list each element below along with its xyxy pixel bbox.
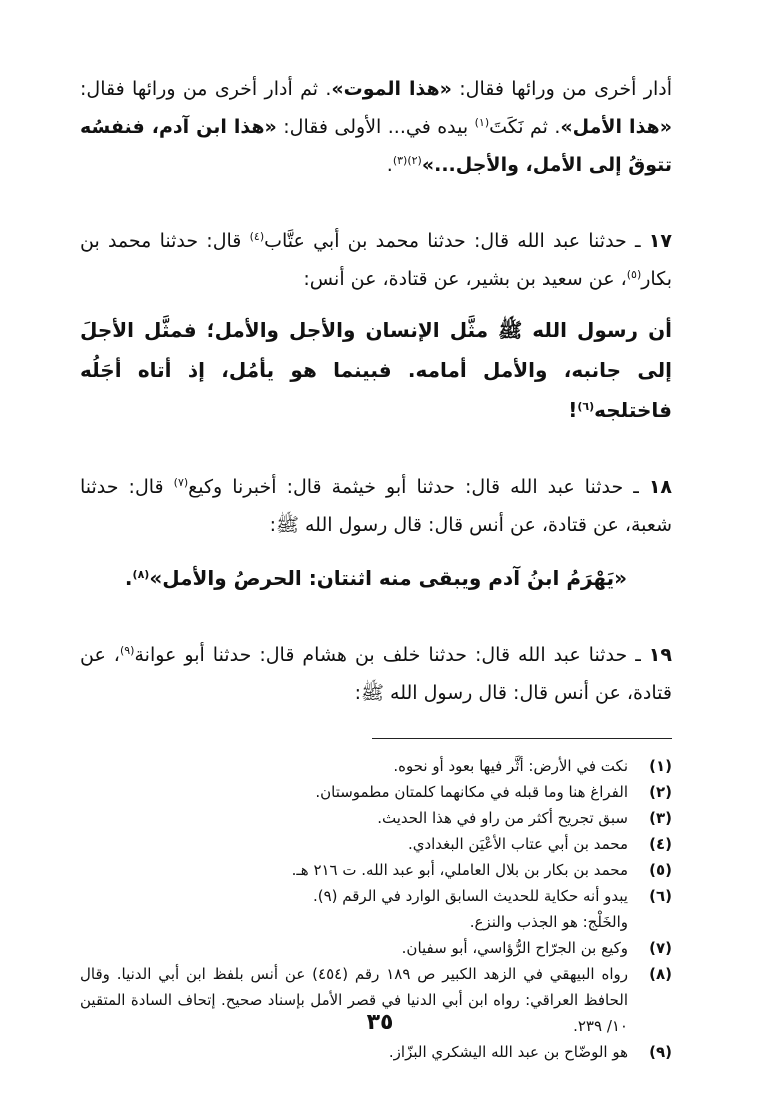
hadith-19-isnad: ١٩ ـ حدثنا عبد الله قال: حدثنا خلف بن هشام قال: حدثنا أبو عوانة$^{(٩)}$، عن قتادة، عن أنس قال: قال رسول الله ﷺ: bbox=[80, 644, 672, 704]
footnote-ref: (٩) bbox=[119, 644, 135, 657]
footnote-ref: (٨) bbox=[132, 568, 150, 581]
footnote-item: (٤) محمد بن أبي عتاب الأعْيَن البغدادي. bbox=[407, 835, 672, 853]
footnote-ref: (١) bbox=[474, 116, 490, 129]
paragraph-continuation: أدار أخرى من ورائها فقال: «هذا الموت». ثم أدار أخرى من ورائها فقال: «هذا الأمل». ثم نَكَتَ$^{(١)}$ بيده في... الأولى فقال: «هذا ابن آدم، فنفسُه تتوقُ إلى الأمل، والأجل...»$^{(٢)(٣)}$. bbox=[80, 78, 672, 176]
footnote-ref: (٥) bbox=[626, 268, 642, 281]
footnote-continuation: والخَلْج: هو الجذب والنزع. bbox=[469, 913, 628, 931]
footnote-item: (٧) وكيع بن الجرّاح الرُّؤاسي، أبو سفيان. bbox=[401, 939, 672, 957]
footnote-ref: (٢) bbox=[407, 154, 422, 167]
footnote-item: (٥) محمد بن بكار بن بلال العاملي، أبو عبد الله. ت ٢١٦ هـ. bbox=[291, 861, 672, 879]
footnote-ref: (٣) bbox=[392, 154, 408, 167]
hadith-number: ١٧ bbox=[648, 230, 672, 252]
footnote-separator bbox=[372, 738, 672, 739]
footnote-item: (٢) الفراغ هنا وما قبله في مكانهما كلمتان مطموستان. bbox=[315, 783, 672, 801]
footnote-item: (٩) هو الوضّاح بن عبد الله اليشكري البزّاز. bbox=[388, 1043, 672, 1061]
hadith-number: ١٩ bbox=[648, 644, 672, 666]
footnote-item: (٦) يبدو أنه حكاية للحديث السابق الوارد في الرقم (٩). bbox=[312, 887, 672, 905]
hadith-18-matn: «يَهْرَمُ ابنُ آدم ويبقى منه اثنتان: الحرصُ والأمل»$^{(٨)}$. bbox=[124, 566, 628, 590]
footnote-item: (٣) سبق تجريح أكثر من راو في هذا الحديث. bbox=[377, 809, 672, 827]
footnote-ref: (٦) bbox=[577, 400, 595, 413]
hadith-17-isnad: ١٧ ـ حدثنا عبد الله قال: حدثنا محمد بن أبي عتَّاب$^{(٤)}$ قال: حدثنا محمد بن بكار$^{(٥)}$، عن سعيد بن بشير، عن قتادة، عن أنس: bbox=[80, 230, 672, 290]
hadith-18-isnad: ١٨ ـ حدثنا عبد الله قال: حدثنا أبو خيثمة قال: أخبرنا وكيع$^{(٧)}$ قال: حدثنا شعبة، عن قتادة، عن أنس قال: قال رسول الله ﷺ: bbox=[80, 476, 673, 536]
hadith-17-matn: أن رسول الله ﷺ مثَّل الإنسان والأجل والأمل؛ فمثَّل الأجلَ إلى جانبه، والأمل أمامه. فبينما هو يأمُل، إذ أتاه أجَلُه فاختلجه$^{(٦)}$! bbox=[80, 318, 672, 422]
page-number: ٣٥ bbox=[366, 1010, 394, 1035]
hadith-number: ١٨ bbox=[648, 476, 673, 498]
footnote-ref: (٧) bbox=[173, 476, 189, 489]
footnote-ref: (٤) bbox=[249, 230, 265, 243]
footnote-item: (١) نكت في الأرض: أثَّر فيها بعود أو نحوه. bbox=[393, 757, 672, 775]
footnote-item: (٨) رواه البيهقي في الزهد الكبير ص ١٨٩ رقم (٤٥٤) عن أنس بلفظ ابن أبي الدنيا. وقال الحافظ العراقي: رواه ابن أبي الدنيا في قصر الأمل بإسناد صحيح. إتحاف السادة المتقين ١٠/ ٢٣٩. bbox=[80, 965, 672, 1035]
